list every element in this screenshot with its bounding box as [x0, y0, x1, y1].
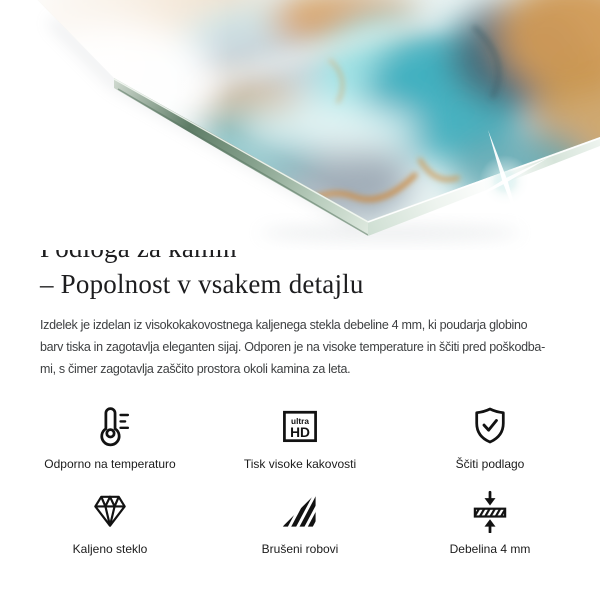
- feature-label: Kaljeno steklo: [72, 542, 148, 556]
- feature-heat-resistance: [15, 402, 205, 471]
- diamond-icon: [88, 487, 132, 533]
- shield-check-icon: [468, 402, 512, 448]
- svg-text:ultra: ultra: [291, 417, 309, 427]
- description-line: mi, s čimer zagotavlja zaščito prostora okoli kamina za leta.: [40, 362, 351, 376]
- product-info-section: [0, 230, 600, 380]
- feature-protection: [395, 402, 585, 471]
- feature-tempered-glass: [15, 487, 205, 556]
- product-image: [0, 0, 600, 250]
- title-line-2: – Popolnost v vsakem detajlu: [40, 269, 364, 299]
- feature-label: Odporno na temperaturo: [44, 457, 176, 471]
- ultra-hd-icon: [278, 402, 322, 448]
- feature-print-quality: [205, 402, 395, 471]
- hero-section: [0, 0, 600, 228]
- thickness-4mm-icon: [468, 487, 512, 533]
- feature-polished-edges: [205, 487, 395, 556]
- feature-label: Tisk visoke kakovosti: [243, 457, 357, 471]
- feature-thickness: [395, 487, 585, 556]
- feature-label: Debelina 4 mm: [449, 542, 531, 556]
- description-line: barv tiska in zagotavlja eleganten sijaj. Odporen je na visoke temperature in ščiti pred poškodba-: [40, 340, 545, 354]
- brushed-edges-icon: [278, 487, 322, 533]
- feature-label: Ščiti podlago: [455, 457, 525, 471]
- features-grid: [0, 402, 600, 556]
- feature-label: Brušeni robovi: [261, 542, 339, 556]
- thermometer-icon: [88, 402, 132, 448]
- description-line: Izdelek je izdelan iz visokokakovostnega kaljenega stekla debeline 4 mm, ki poudarja globino: [40, 318, 528, 332]
- product-description: [40, 314, 560, 380]
- svg-text:HD: HD: [290, 425, 310, 440]
